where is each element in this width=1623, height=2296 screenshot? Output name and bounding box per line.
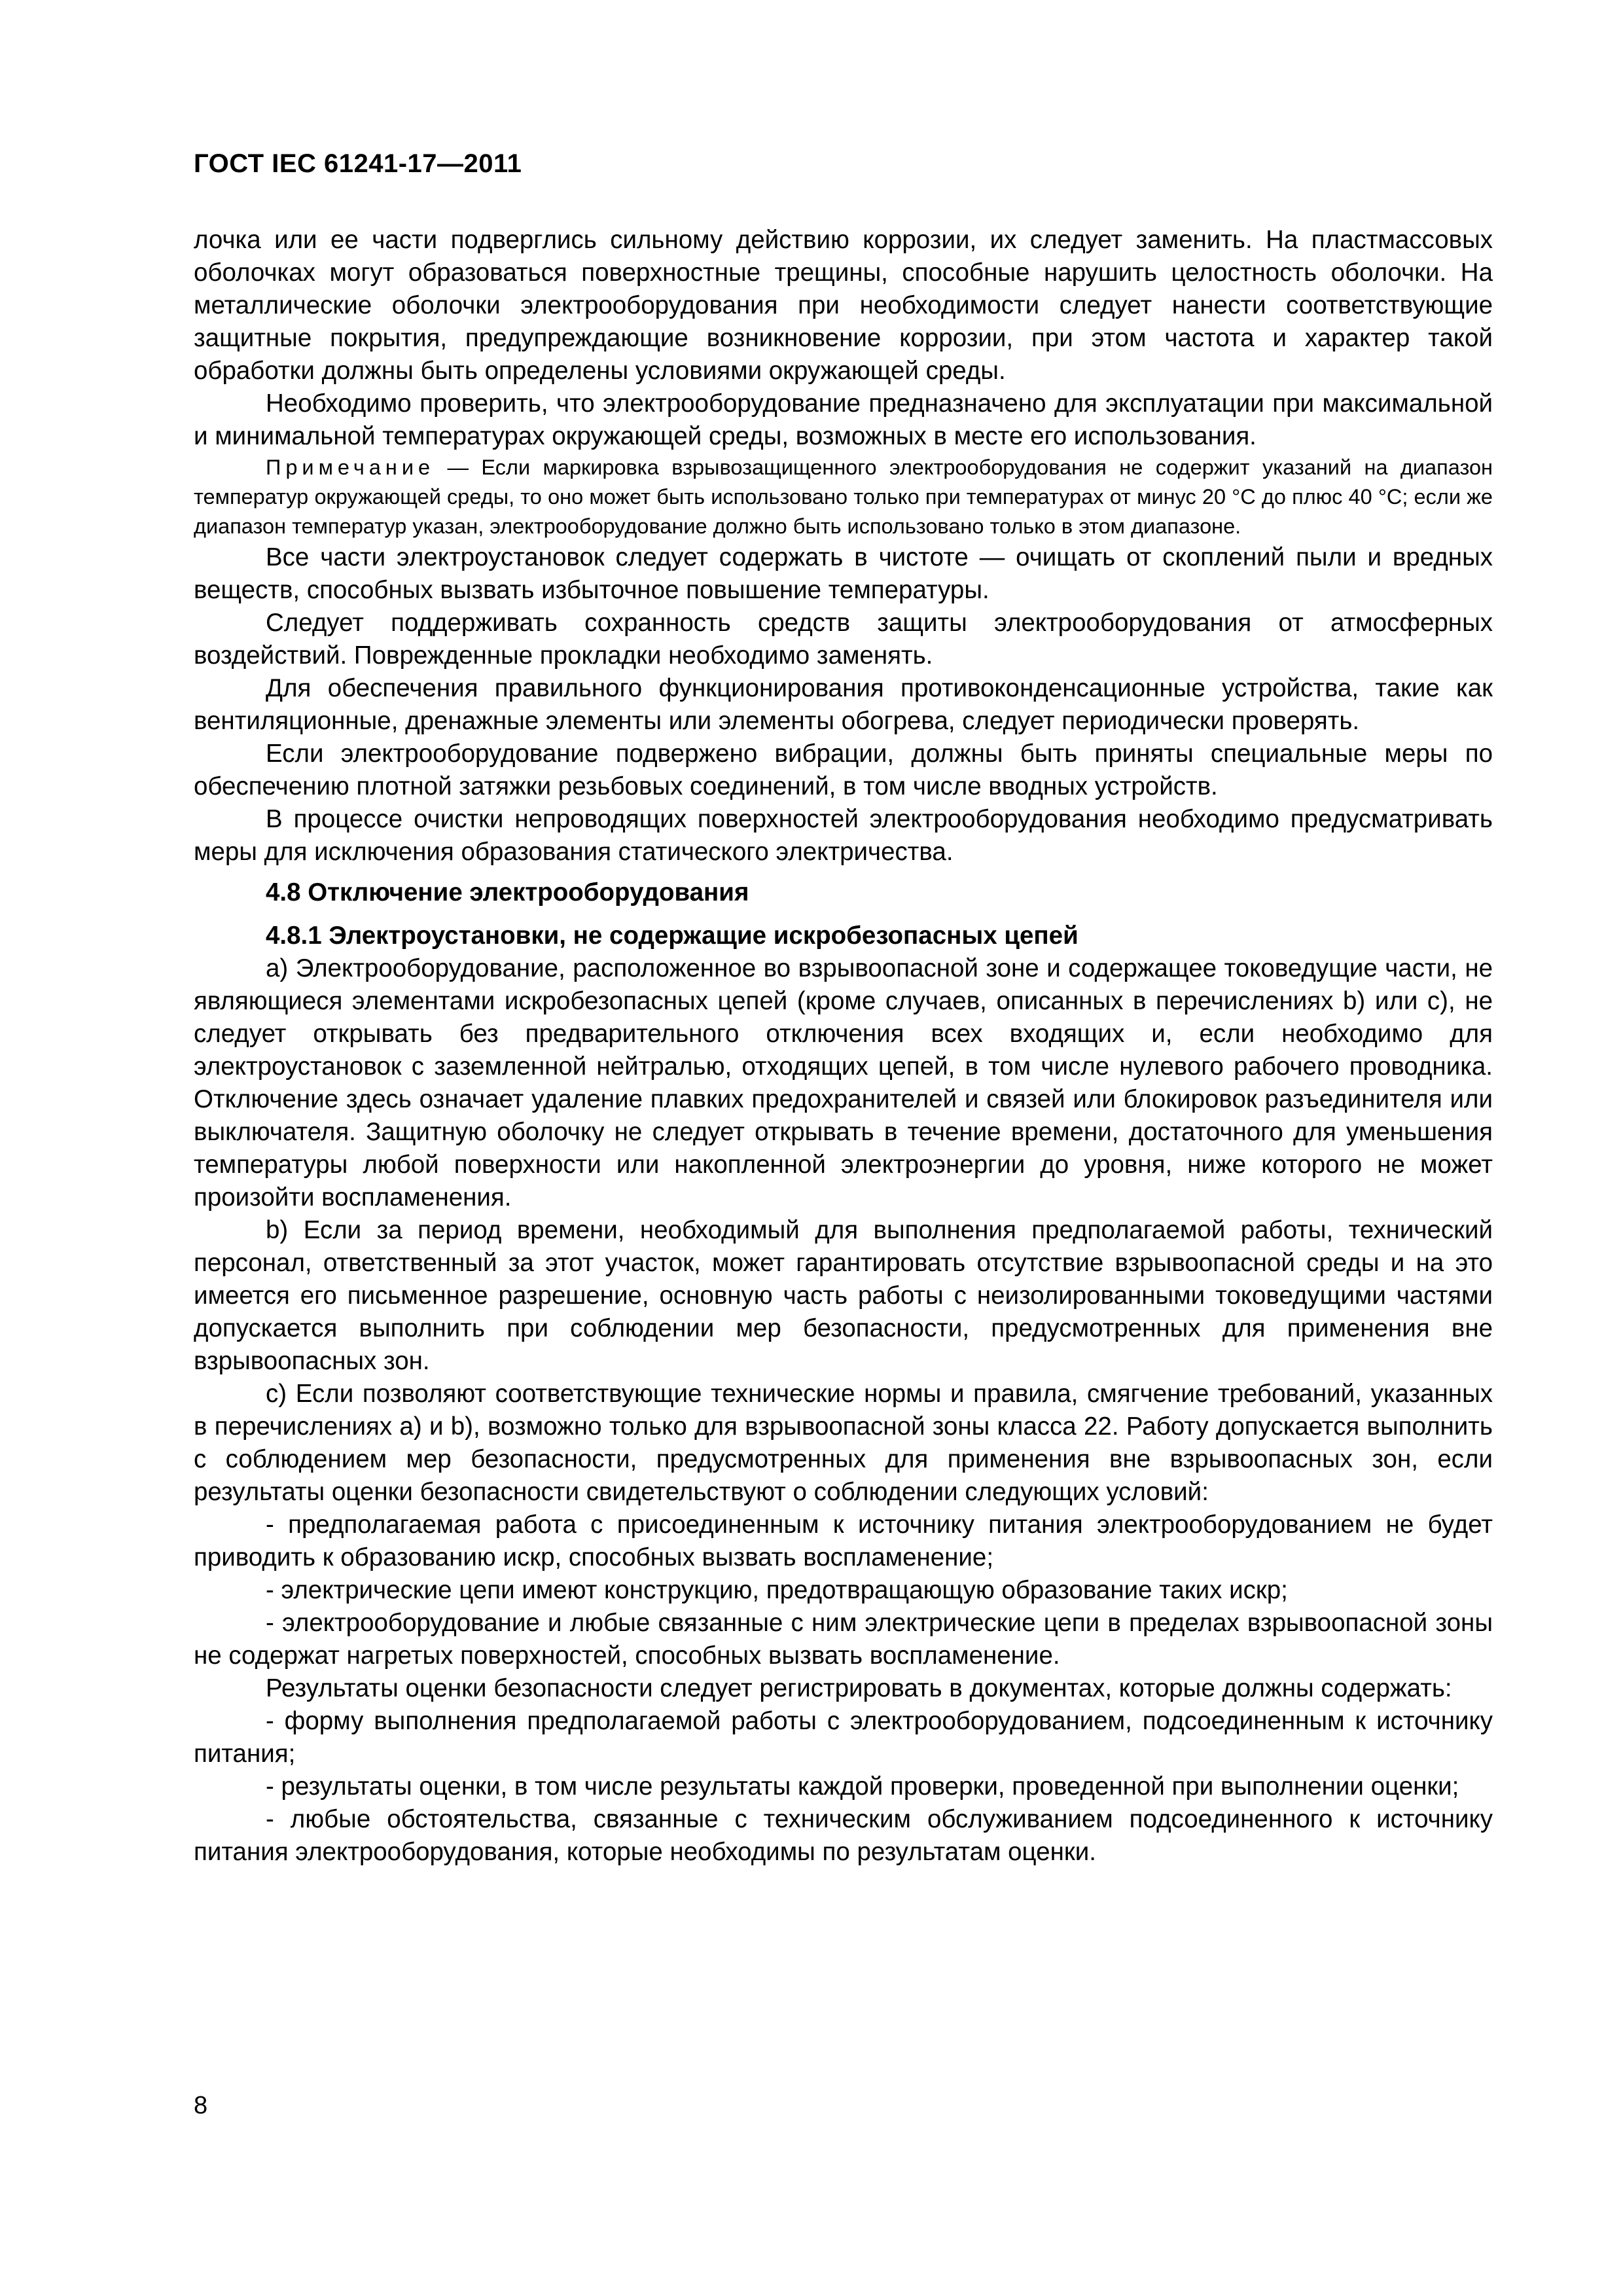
note [194,453,1493,541]
document-header: ГОСТ IEC 61241-17—2011 [194,149,522,178]
list-item-c: с) Если позволяют соответствующие технические нормы и правила, смягчение требований, указанных в перечислениях а) и b), возможно только для взрывоопасной зоны класса 22. Работу допускается выполнить с соблюдением мер безопасности, предусмотренных для применения вне взрывоопасных зон, если результаты оценки безопасности свидетельствуют о соблюдении следующих условий: [194,1380,1493,1506]
condition-item: - электрические цепи имеют конструкцию, предотвращающую образование таких искр; [266,1576,1288,1604]
page-number: 8 [194,2092,208,2119]
paragraph: В процессе очистки непроводящих поверхностей электрооборудования необходимо предусматривать меры для исключения образования статического электричества. [194,805,1493,866]
note-text: — Если маркировка взрывозащищенного электрооборудования не содержит указаний на диапазон температур окружающей среды, то оно может быть использовано только при температурах от минус 20 °С до плюс 40 °С; если же диапазон температур указан, электрооборудование должно быть использовано только в этом диапазоне. [194,456,1493,538]
paragraph: лочка или ее части подверглись сильному действию коррозии, их следует заменить. На пластмассовых оболочках могут образоваться поверхностные трещины, способные нарушить целостность оболочки. На металлические оболочки электрооборудования при необходимости следует нанести соответствующие защитные покрытия, предупреждающие возникновение коррозии, при этом частота и характер такой обработки должны быть определены условиями окружающей среды. [194,226,1493,385]
condition-item: - электрооборудование и любые связанные с ним электрические цепи в пределах взрывоопасной зоны не содержат нагретых поверхностей, способных вызвать воспламенение. [194,1609,1493,1670]
document-body [194,224,1493,1869]
condition-item: - предполагаемая работа с присоединенным к источнику питания электрооборудованием не будет приводить к образованию искр, способных вызвать воспламенение; [194,1511,1493,1571]
section-heading-4-8-1: 4.8.1 Электроустановки, не содержащие искробезопасных цепей [266,922,1079,950]
paragraph: Результаты оценки безопасности следует регистрировать в документах, которые должны содержать: [266,1674,1452,1702]
record-item: - форму выполнения предполагаемой работы с электрооборудованием, подсоединенным к источнику питания; [194,1707,1493,1768]
paragraph: Если электрооборудование подвержено вибрации, должны быть приняты специальные меры по обеспечению плотной затяжки резьбовых соединений, в том числе вводных устройств. [194,740,1493,800]
list-item-b: b) Если за период времени, необходимый для выполнения предполагаемой работы, технический персонал, ответственный за этот участок, может гарантировать отсутствие взрывоопасной среды и на это имеется его письменное разрешение, основную часть работы с неизолированными токоведущими частями допускается выполнить при соблюдении мер безопасности, предусмотренных для применения вне взрывоопасных зон. [194,1216,1493,1375]
paragraph: Для обеспечения правильного функционирования противоконденсационные устройства, такие как вентиляционные, дренажные элементы или элементы обогрева, следует периодически проверять. [194,674,1493,735]
paragraph: Следует поддерживать сохранность средств защиты электрооборудования от атмосферных воздействий. Поврежденные прокладки необходимо заменять. [194,609,1493,670]
list-item-a: а) Электрооборудование, расположенное во взрывоопасной зоне и содержащее токоведущие части, не являющиеся элементами искробезопасных цепей (кроме случаев, описанных в перечислениях b) или с), не следует открывать без предварительного отключения всех входящих и, если необходимо для электроустановок с заземленной нейтралью, отходящих цепей, в том числе нулевого рабочего проводника. Отключение здесь означает удаление плавких предохранителей и связей или блокировок разъединителя или выключателя. Защитную оболочку не следует открывать в течение времени, достаточного для уменьшения температуры любой поверхности или накопленной электроэнергии до уровня, ниже которого не может произойти воспламенения. [194,954,1493,1211]
section-heading-4-8: 4.8 Отключение электрооборудования [266,878,749,906]
note-label: Примечание [266,456,435,479]
paragraph: Необходимо проверить, что электрооборудование предназначено для эксплуатации при максимальной и минимальной температурах окружающей среды, возможных в месте его использования. [194,389,1493,450]
record-item: - любые обстоятельства, связанные с техническим обслуживанием подсоединенного к источнику питания электрооборудования, которые необходимы по результатам оценки. [194,1805,1493,1866]
record-item: - результаты оценки, в том числе результаты каждой проверки, проведенной при выполнении оценки; [266,1772,1459,1801]
paragraph: Все части электроустановок следует содержать в чистоте — очищать от скоплений пыли и вредных веществ, способных вызвать избыточное повышение температуры. [194,543,1493,604]
